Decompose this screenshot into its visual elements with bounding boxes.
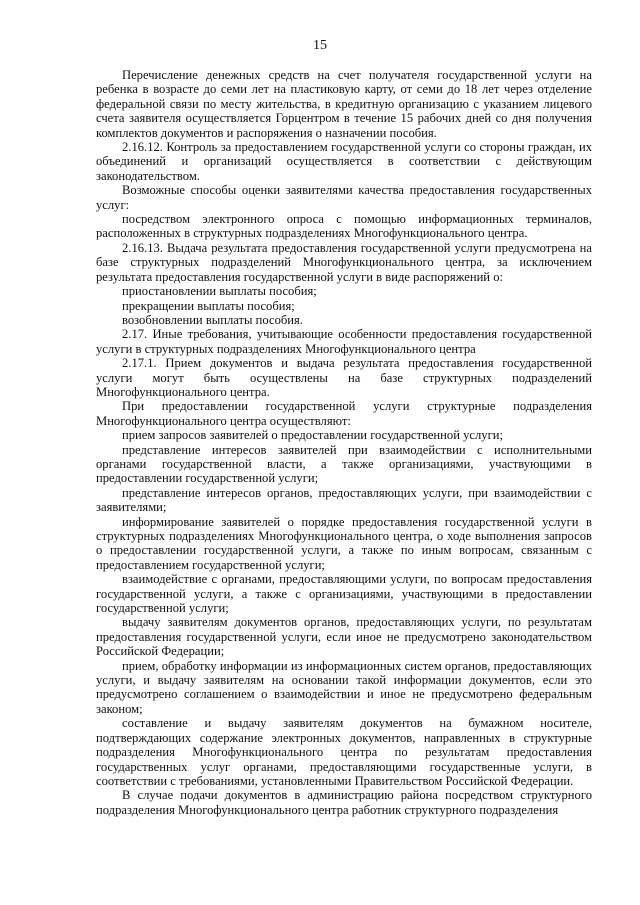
list-item: приостановлении выплаты пособия; [122,284,317,299]
paragraph: посредством электронного опроса с помощью информационных терминалов, расположенных в структурных подразделениях Многофункционального центра. [96,212,592,241]
list-item: возобновлении выплаты пособия. [122,312,303,327]
list-item: выдачу заявителям документов органов, предоставляющих услуги, по результатам предоставления государственной услуги, если иное не предусмотрено законодательством Российской Федерации; [96,615,592,659]
paragraph: Возможные способы оценки заявителями качества предоставления государственных услуг: [96,183,592,212]
paragraph: Перечисление денежных средств на счет получателя государственной услуги на ребенка в возрасте до семи лет на пластиковую карту, от семи до 18 лет через отделение федеральной связи по месту жительства, в кредитную организацию с указанием лицевого счета заявителя осуществляется Горцентром в течение 15 рабочих дней со дня получения комплектов документов и распоряжения о назначении пособия. [96,68,592,140]
page-number: 15 [313,38,327,53]
paragraph: 2.16.12. Контроль за предоставлением государственной услуги со стороны граждан, их объединений и организаций осуществляется в соответствии с действующим законодательством. [96,140,592,183]
list-item: прекращении выплаты пособия; [122,298,295,313]
paragraph: 2.16.13. Выдача результата предоставления государственной услуги предусмотрена на базе структурных подразделений Многофункционального центра, за исключением результата предоставления государственной услуги в виде распоряжений о: [96,240,592,284]
list-item: информирование заявителей о порядке предоставления государственной услуги в структурных подразделениях Многофункционального центра, о ходе выполнения запросов о предоставлении государственной услуги, а также по иным вопросам, связанным с предоставлением государственной услуги; [96,514,592,572]
paragraph: При предоставлении государственной услуги структурные подразделения Многофункционального центра осуществляют: [96,399,592,428]
list-item: взаимодействие с органами, предоставляющими услуги, по вопросам предоставления государственной услуги, а также с организациями, участвующими в предоставлении государственной услуги; [96,572,592,616]
list-item: составление и выдачу заявителям документов на бумажном носителе, подтверждающих содержание электронных документов, направленных в структурные подразделения Многофункционального центра по результатам предоставления государственных услуг органами, предоставляющими государственные услуги, в соответствии с требованиями, установленными Правительством Российской Федерации. [96,716,592,788]
paragraph: 2.17.1. Прием документов и выдача результата предоставления государственной услуги могут быть осуществлены на базе структурных подразделений Многофункционального центра. [96,356,592,399]
list-item: представление интересов заявителей при взаимодействии с исполнительными органами государственной власти, а также организациями, участвующими в предоставлении государственной услуги; [96,442,592,486]
section-heading: 2.17. Иные требования, учитывающие особенности предоставления государственной услуги в структурных подразделениях Многофункционального центра [96,327,592,356]
paragraph: В случае подачи документов в администрацию района посредством структурного подразделения Многофункционального центра работник структурного подразделения [96,788,592,817]
list-item: прием, обработку информации из информационных систем органов, предоставляющих услуги, и выдачу заявителям на основании такой информации документов, если это предусмотрено соглашением о взаимодействии и иное не предусмотрено федеральным законом; [96,658,592,716]
list-item: прием запросов заявителей о предоставлении государственной услуги; [122,428,503,443]
document-body [96,68,592,817]
list-item: представление интересов органов, предоставляющих услуги, при взаимодействии с заявителями; [96,485,592,515]
